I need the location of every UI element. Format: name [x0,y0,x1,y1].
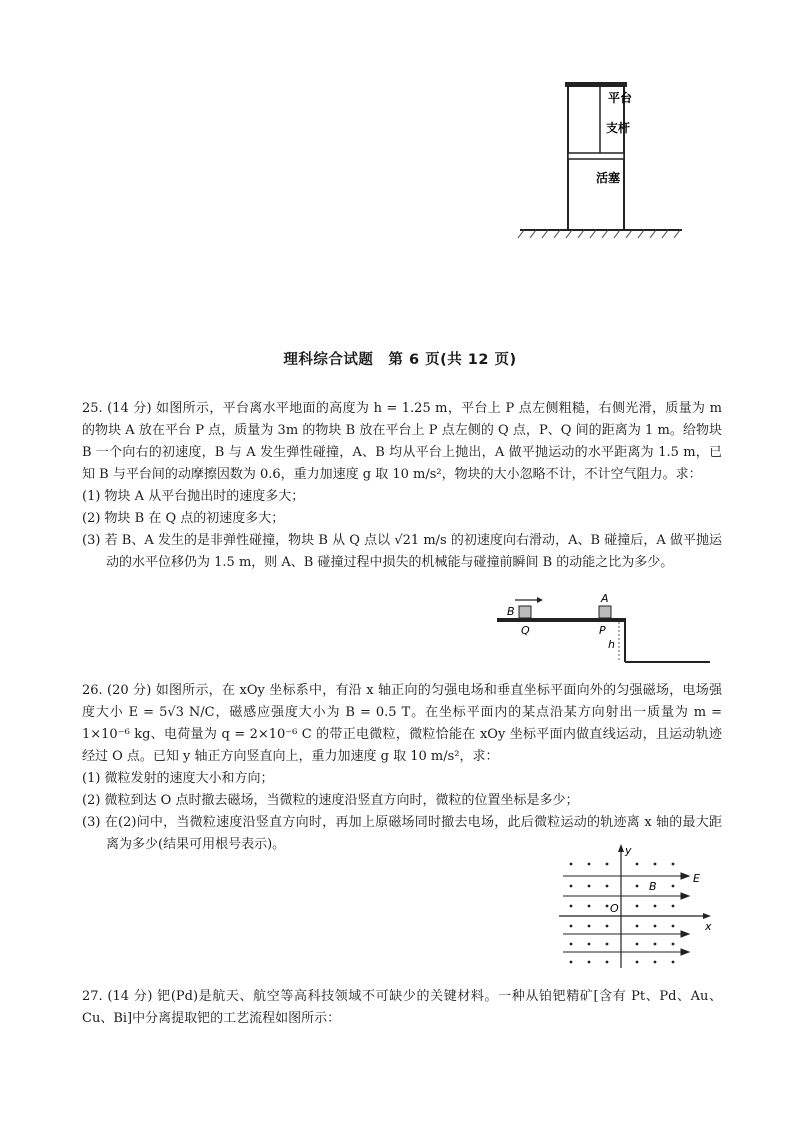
q26-label-e: E [693,872,700,885]
q26-magnetic-dots [570,863,675,964]
label-piston: 活塞 [596,171,621,185]
q25-label-b: B [507,605,515,618]
question-26 [82,680,722,856]
q27-stem: 27. (14 分) 钯(Pd)是航天、航空等高科技领域不可缺少的关键材料。一种从铂钯精矿[含有 Pt、Pd、Au、Cu、Bi]中分离提取钯的工艺流程如图所示： [82,989,722,1026]
piston [568,153,624,159]
q26-label-x: x [705,920,712,933]
q25-platform [497,618,625,622]
q25-part-3: (3) 若 B、A 发生的是非弹性碰撞，物块 B 从 Q 点以 √21 m/s 的初速度向右滑动，A、B 碰撞后，A 做平抛运动的水平位移仍为 1.5 m，则 A、B 碰撞过程中损失的机械能与碰撞前瞬间 B 的动能之比为多少。 [82,533,722,570]
q25-stem: 25. (14 分) 如图所示，平台离水平地面的高度为 h = 1.25 m，平台上 P 点左侧粗糙，右侧光滑，质量为 m 的物块 A 放在平台 P 点，质量为 3m 的物块 B 放在平台上 P 点左侧的 Q 点，P、Q 间的距离为 1 m。给物块 B 一个向右的初速度，B 与 A 发生弹性碰撞，A、B 均从平台上抛出，A 做平抛运动的水平距离为 1.5 m，已知 B 与平台间的动摩擦因数为 0.6，重力加速度 g 取 10 m/s²，物块的大小忽略不计，不计空气阻力。求： [82,401,722,482]
q25-part-1: (1) 物块 A 从平台抛出时的速度多大； [82,489,305,504]
q25-figure [495,590,715,670]
q26-part-2: (2) 微粒到达 O 点时撤去磁场，当微粒的速度沿竖直方向时，微粒的位置坐标是多少； [82,793,579,808]
apparatus-figure [510,70,690,245]
q26-label-y: y [625,844,632,857]
label-platform: 平台 [608,91,633,105]
q26-stem: 26. (20 分) 如图所示，在 xOy 坐标系中，有沿 x 轴正向的匀强电场和垂直坐标平面向外的匀强磁场，电场强度大小 E = 5√3 N/C，磁感应强度大小为 B = 0.5 T。在坐标平面内的某点沿某方向射出一质量为 m = 1×10⁻⁶ kg、电荷量为 q = 2×10⁻⁶ C 的带正电微粒，微粒恰能在 xOy 坐标平面内做直线运动，且运动轨迹经过 O 点。已知 y 轴正方向竖直向上，重力加速度 g 取 10 m/s²，求： [82,683,722,764]
q25-label-q: Q [521,624,530,637]
q26-figure [555,842,720,972]
q26-x-arrowhead [703,913,711,919]
page-footer: 理科综合试题 第 6 页(共 12 页) [283,352,517,368]
q25-label-h: h [608,638,615,651]
q25-block-a [599,606,611,618]
platform-plate [565,82,627,87]
q25-label-a: A [601,592,609,605]
q26-field-lines [563,873,689,955]
ground-hatch [518,230,680,238]
q25-block-b [519,606,531,618]
q25-part-2: (2) 物块 B 在 Q 点的初速度多大； [82,511,285,526]
q25-label-p: P [599,624,606,637]
q26-y-arrowhead [618,844,624,852]
q26-label-o: O [610,902,619,915]
question-25 [82,398,722,574]
question-27 [82,986,722,1030]
label-rod: 支杆 [606,121,631,135]
q26-part-3: (3) 在(2)问中，当微粒速度沿竖直方向时，再加上原磁场同时撤去电场，此后微粒运动的轨迹离 x 轴的最大距离为多少(结果可用根号表示)。 [82,815,722,852]
q26-part-1: (1) 微粒发射的速度大小和方向； [82,771,274,786]
q26-label-b: B [649,880,657,893]
q25-velocity-arrowhead [537,597,543,603]
